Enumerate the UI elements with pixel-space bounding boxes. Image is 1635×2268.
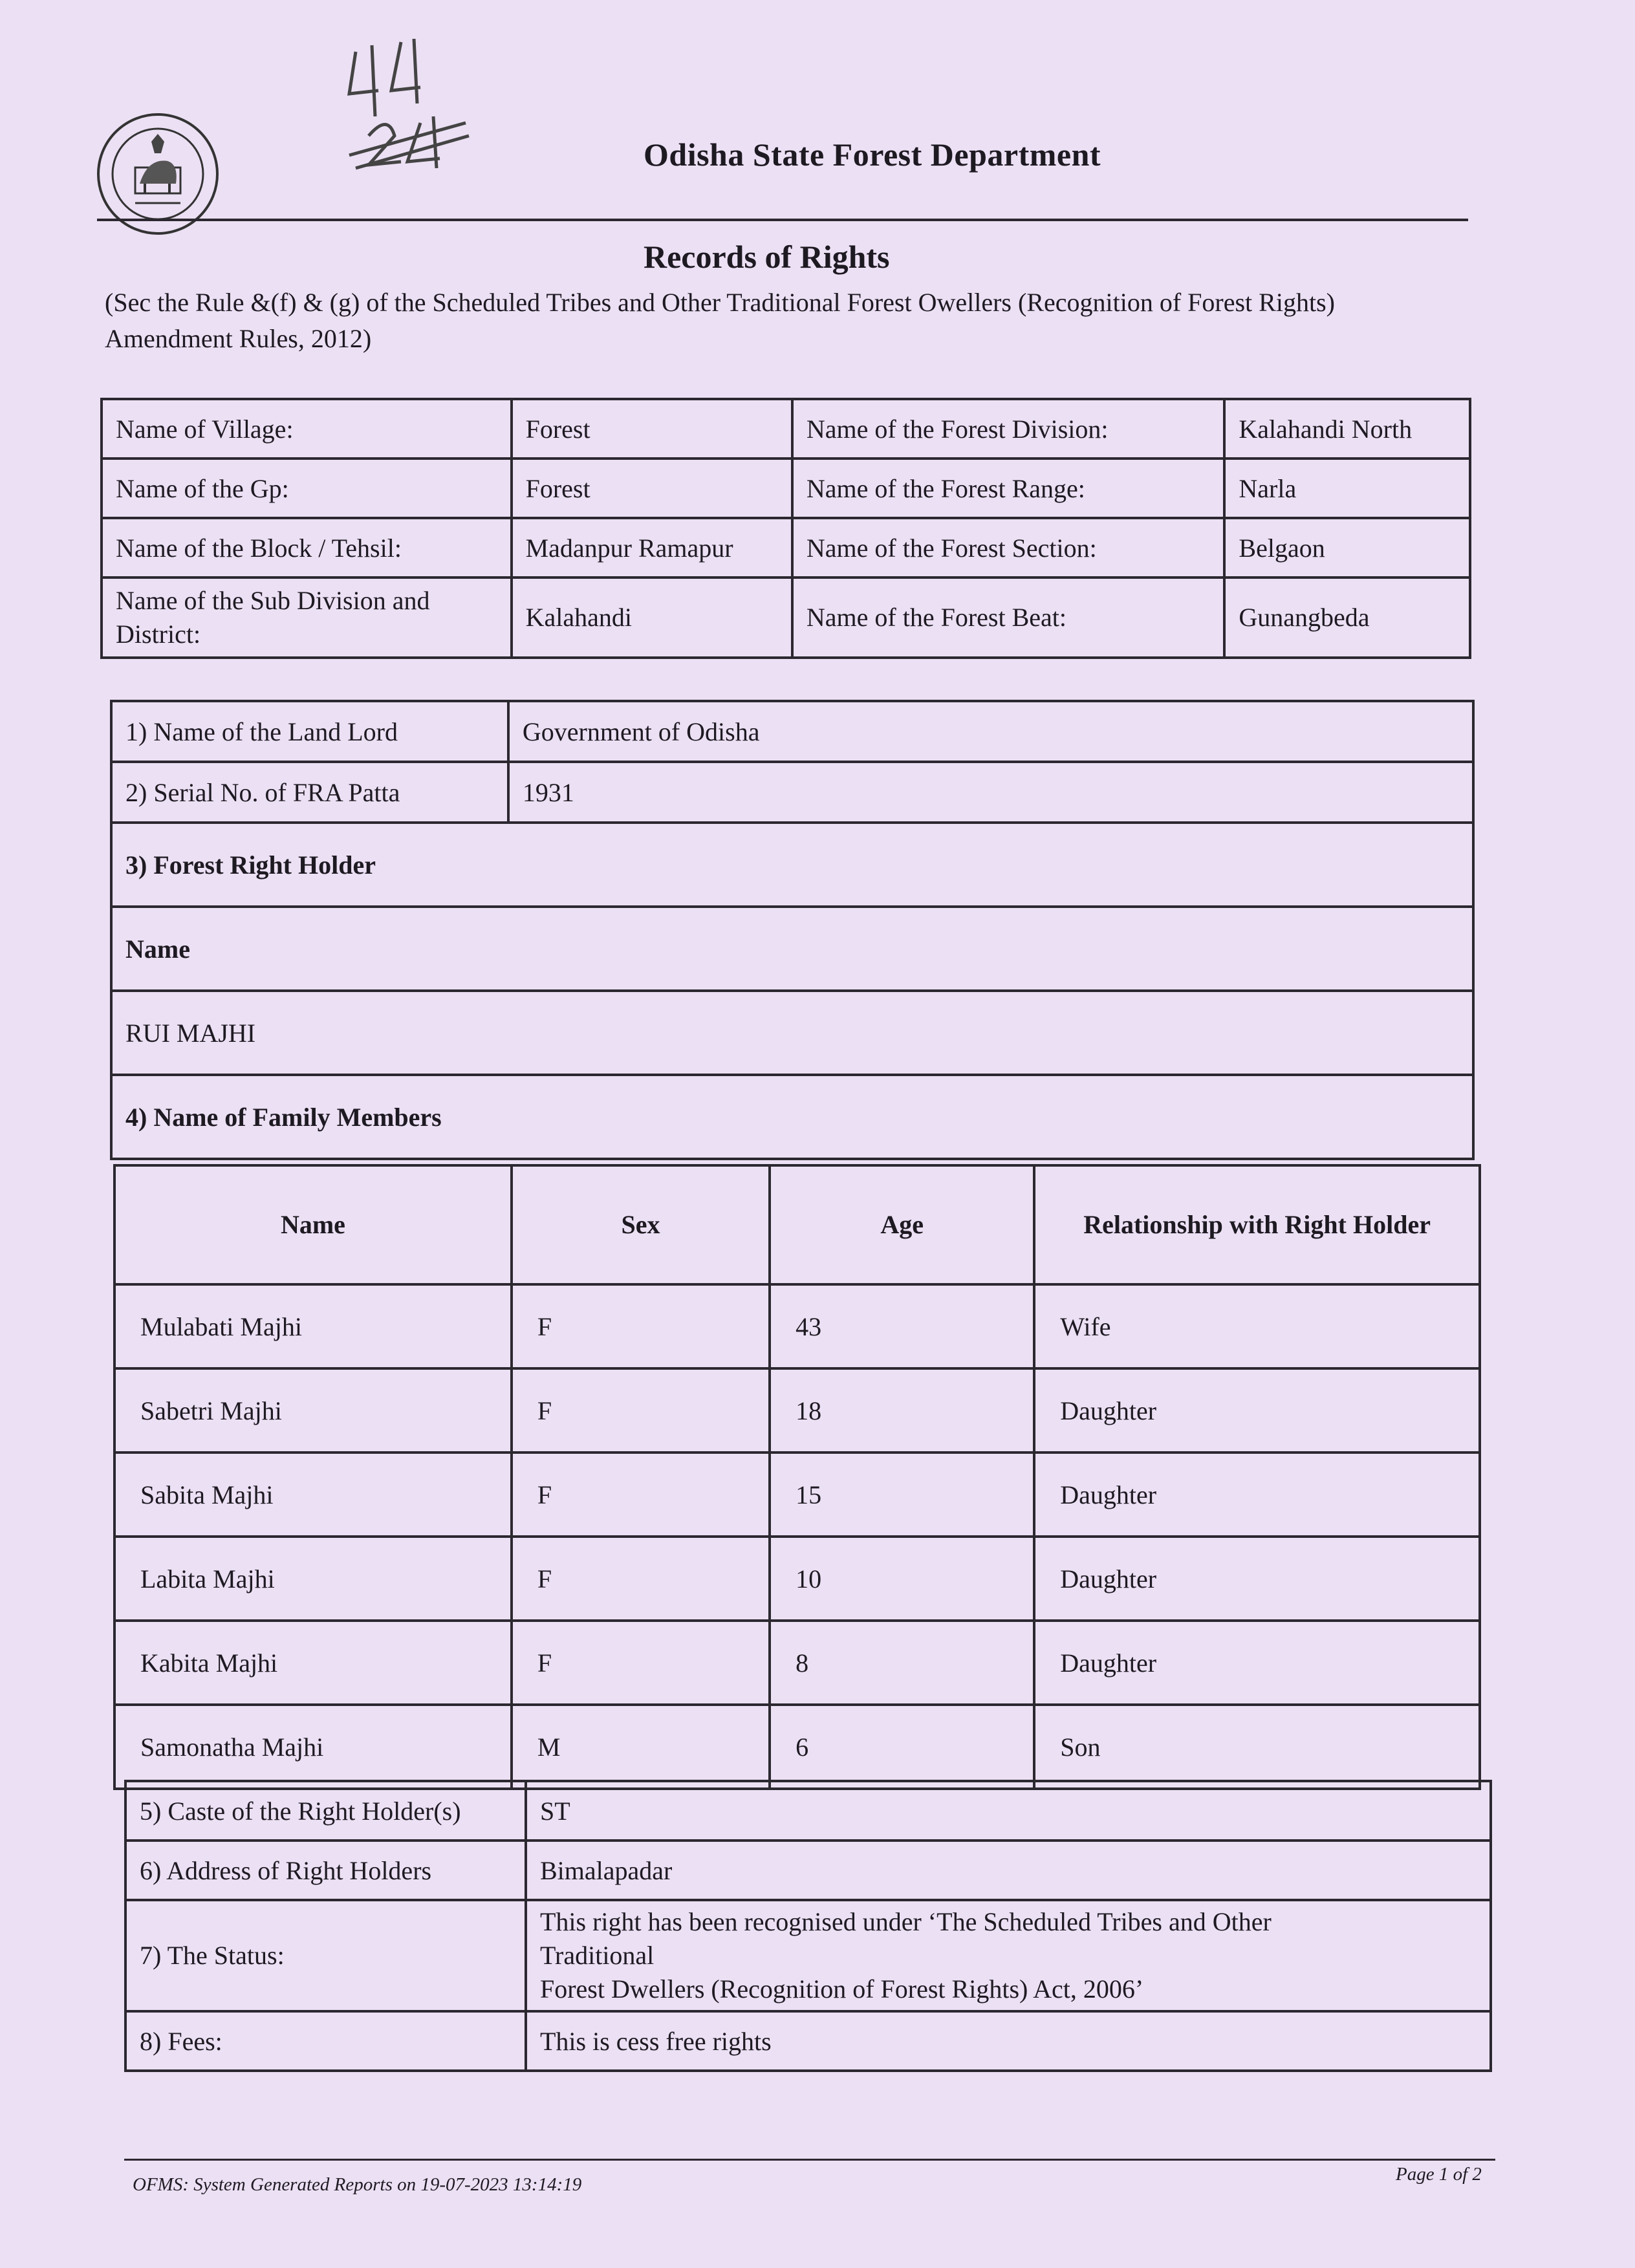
holder-name: RUI MAJHI [111, 991, 1473, 1075]
table-row [114, 1284, 1480, 1368]
status-line: Traditional [539, 1941, 655, 1970]
handwritten-note-icon [343, 39, 472, 175]
table-row [102, 459, 1470, 518]
village-value: Forest [512, 399, 792, 459]
table-row [125, 1841, 1491, 1900]
table-row [114, 1705, 1480, 1789]
caste-label: 5) Caste of the Right Holder(s) [125, 1781, 526, 1841]
table-row [114, 1453, 1480, 1537]
member-name: Kabita Majhi [114, 1621, 512, 1705]
address-value: Bimalapadar [526, 1841, 1491, 1900]
subdivision-value: Kalahandi [512, 578, 792, 658]
table-row [111, 762, 1473, 823]
details-table [124, 1780, 1492, 2072]
table-row [111, 907, 1473, 991]
member-sex: F [512, 1621, 770, 1705]
division-label: Name of the Forest Division: [792, 399, 1225, 459]
member-age: 18 [770, 1368, 1034, 1453]
member-name: Labita Majhi [114, 1537, 512, 1621]
member-age: 8 [770, 1621, 1034, 1705]
header-sex: Sex [512, 1165, 770, 1284]
village-label: Name of Village: [102, 399, 512, 459]
member-relationship: Daughter [1034, 1368, 1480, 1453]
block-label: Name of the Block / Tehsil: [102, 518, 512, 578]
address-label: 6) Address of Right Holders [125, 1841, 526, 1900]
member-sex: F [512, 1284, 770, 1368]
member-age: 43 [770, 1284, 1034, 1368]
member-name: Sabita Majhi [114, 1453, 512, 1537]
header-name: Name [114, 1165, 512, 1284]
header-relationship: Relationship with Right Holder [1034, 1165, 1480, 1284]
subdivision-label: Name of the Sub Division and District: [102, 578, 512, 658]
member-age: 10 [770, 1537, 1034, 1621]
gp-value: Forest [512, 459, 792, 518]
member-relationship: Son [1034, 1705, 1480, 1789]
table-row [125, 1781, 1491, 1841]
table-row [111, 1075, 1473, 1159]
table-row [102, 518, 1470, 578]
serial-label: 2) Serial No. of FRA Patta [111, 762, 508, 823]
member-sex: M [512, 1705, 770, 1789]
status-line: Forest Dwellers (Recognition of Forest Rights) Act, 2006’ [539, 1974, 1144, 2003]
department-title: Odisha State Forest Department [644, 136, 1101, 173]
status-line: This right has been recognised under ‘The Scheduled Tribes and Other [539, 1907, 1272, 1936]
table-row [111, 701, 1473, 762]
family-heading: 4) Name of Family Members [111, 1075, 1473, 1159]
caste-value: ST [526, 1781, 1491, 1841]
table-row [114, 1368, 1480, 1453]
footer-divider [124, 2159, 1495, 2161]
beat-label: Name of the Forest Beat: [792, 578, 1225, 658]
document-title: Records of Rights [644, 239, 890, 275]
page-number: Page 1 of 2 [1396, 2164, 1482, 2185]
table-row [102, 578, 1470, 658]
header-age: Age [770, 1165, 1034, 1284]
status-value [526, 1900, 1491, 2011]
generated-timestamp: OFMS: System Generated Reports on 19-07-2023 13:14:19 [133, 2174, 582, 2195]
division-value: Kalahandi North [1224, 399, 1470, 459]
table-row [125, 1900, 1491, 2011]
section-label: Name of the Forest Section: [792, 518, 1225, 578]
fees-value: This is cess free rights [526, 2011, 1491, 2071]
table-row [125, 2011, 1491, 2071]
table-row [111, 823, 1473, 907]
member-age: 15 [770, 1453, 1034, 1537]
table-row [111, 991, 1473, 1075]
member-name: Sabetri Majhi [114, 1368, 512, 1453]
family-header-row [114, 1165, 1480, 1284]
fees-label: 8) Fees: [125, 2011, 526, 2071]
landlord-value: Government of Odisha [508, 701, 1473, 762]
member-sex: F [512, 1368, 770, 1453]
range-value: Narla [1224, 459, 1470, 518]
beat-value: Gunangbeda [1224, 578, 1470, 658]
serial-value: 1931 [508, 762, 1473, 823]
member-sex: F [512, 1453, 770, 1537]
member-age: 6 [770, 1705, 1034, 1789]
document-subtitle: (Sec the Rule &(f) & (g) of the Scheduled Tribes and Other Traditional Forest Owellers (Recognition of Forest Rights) Amendment Rules, 2012) [105, 288, 1335, 353]
member-name: Samonatha Majhi [114, 1705, 512, 1789]
record-table [110, 700, 1475, 1160]
landlord-label: 1) Name of the Land Lord [111, 701, 508, 762]
member-relationship: Daughter [1034, 1453, 1480, 1537]
status-label: 7) The Status: [125, 1900, 526, 2011]
table-row [114, 1621, 1480, 1705]
member-sex: F [512, 1537, 770, 1621]
table-row [102, 399, 1470, 459]
member-relationship: Daughter [1034, 1621, 1480, 1705]
name-heading: Name [111, 907, 1473, 991]
holder-heading: 3) Forest Right Holder [111, 823, 1473, 907]
member-name: Mulabati Majhi [114, 1284, 512, 1368]
section-value: Belgaon [1224, 518, 1470, 578]
block-value: Madanpur Ramapur [512, 518, 792, 578]
table-row [114, 1537, 1480, 1621]
header-divider [97, 219, 1468, 221]
odisha-emblem-icon [97, 113, 219, 235]
range-label: Name of the Forest Range: [792, 459, 1225, 518]
member-relationship: Daughter [1034, 1537, 1480, 1621]
location-table [100, 398, 1471, 659]
family-table [113, 1164, 1481, 1790]
gp-label: Name of the Gp: [102, 459, 512, 518]
member-relationship: Wife [1034, 1284, 1480, 1368]
